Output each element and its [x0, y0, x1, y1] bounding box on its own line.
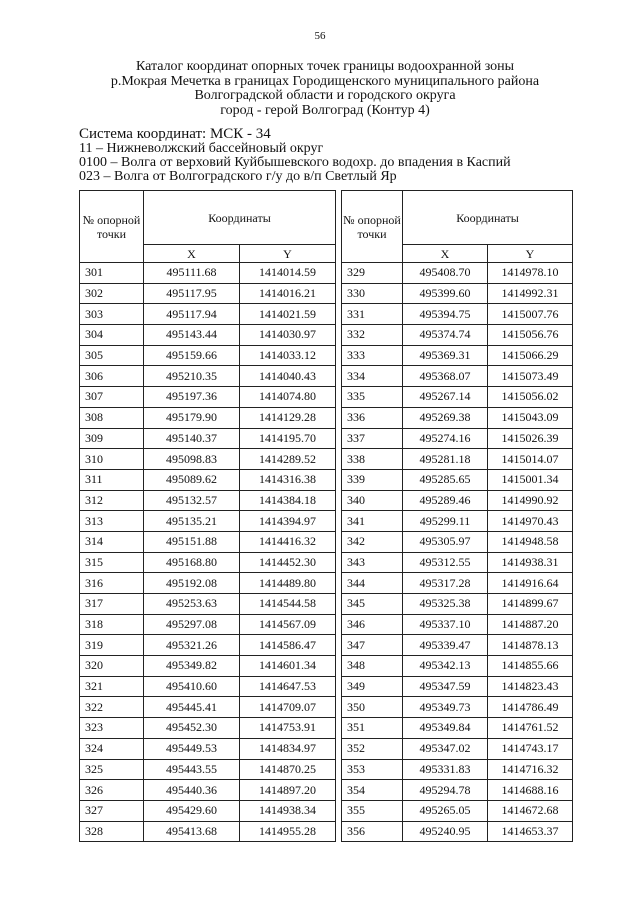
x-coordinate-cell: 495347.02 [403, 738, 488, 759]
x-coordinate-cell: 495192.08 [144, 573, 240, 594]
y-coordinate-cell: 1414786.49 [488, 697, 573, 718]
y-coordinate-cell: 1414938.34 [240, 800, 336, 821]
point-number-cell: 343 [342, 552, 403, 573]
table-row [342, 366, 573, 387]
x-coordinate-cell: 495429.60 [144, 800, 240, 821]
y-coordinate-cell: 1414955.28 [240, 821, 336, 842]
table-row [342, 718, 573, 739]
y-coordinate-cell: 1414753.91 [240, 718, 336, 739]
table-row [80, 490, 336, 511]
x-coordinate-cell: 495140.37 [144, 428, 240, 449]
y-coordinate-cell: 1415066.29 [488, 345, 573, 366]
x-coordinate-cell: 495269.38 [403, 407, 488, 428]
table-row [342, 614, 573, 635]
table-row [342, 449, 573, 470]
y-coordinate-cell: 1414544.58 [240, 594, 336, 615]
table-row [342, 738, 573, 759]
document-title [60, 60, 590, 118]
header-point-number: № опорной точки [80, 191, 144, 263]
y-coordinate-cell: 1415007.76 [488, 304, 573, 325]
x-coordinate-cell: 495399.60 [403, 283, 488, 304]
point-number-cell: 334 [342, 366, 403, 387]
y-coordinate-cell: 1414452.30 [240, 552, 336, 573]
point-number-cell: 355 [342, 800, 403, 821]
x-coordinate-cell: 495111.68 [144, 263, 240, 284]
x-coordinate-cell: 495317.28 [403, 573, 488, 594]
table-row [342, 325, 573, 346]
point-number-cell: 341 [342, 511, 403, 532]
table-row [80, 345, 336, 366]
page-number: 56 [314, 30, 326, 42]
y-coordinate-cell: 1414878.13 [488, 635, 573, 656]
point-number-cell: 346 [342, 614, 403, 635]
table-row [80, 325, 336, 346]
x-coordinate-cell: 495289.46 [403, 490, 488, 511]
header-coordinates: Координаты [403, 191, 573, 245]
basin-line: 11 – Нижневолжский бассейновый округ [79, 141, 324, 156]
coordinate-system-info [79, 127, 599, 184]
point-number-cell: 333 [342, 345, 403, 366]
header-y: Y [488, 245, 573, 263]
y-coordinate-cell: 1414948.58 [488, 531, 573, 552]
x-coordinate-cell: 495132.57 [144, 490, 240, 511]
point-number-cell: 354 [342, 780, 403, 801]
x-coordinate-cell: 495135.21 [144, 511, 240, 532]
y-coordinate-cell: 1414586.47 [240, 635, 336, 656]
x-coordinate-cell: 495267.14 [403, 387, 488, 408]
title-line: город - герой Волгоград (Контур 4) [220, 102, 430, 118]
point-number-cell: 318 [80, 614, 144, 635]
y-coordinate-cell: 1414978.10 [488, 263, 573, 284]
table-row [342, 263, 573, 284]
table-row [80, 718, 336, 739]
x-coordinate-cell: 495394.75 [403, 304, 488, 325]
table-row [342, 283, 573, 304]
point-number-cell: 331 [342, 304, 403, 325]
y-coordinate-cell: 1414672.68 [488, 800, 573, 821]
y-coordinate-cell: 1414992.31 [488, 283, 573, 304]
table-row [80, 407, 336, 428]
subbasin-line: 0100 – Волга от верховий Куйбышевского водохр. до впадения в Каспий [79, 155, 511, 170]
y-coordinate-cell: 1414074.80 [240, 387, 336, 408]
x-coordinate-cell: 495349.73 [403, 697, 488, 718]
x-coordinate-cell: 495210.35 [144, 366, 240, 387]
y-coordinate-cell: 1414716.32 [488, 759, 573, 780]
y-coordinate-cell: 1415043.09 [488, 407, 573, 428]
table-row [342, 780, 573, 801]
y-coordinate-cell: 1415001.34 [488, 469, 573, 490]
table-row [80, 635, 336, 656]
point-number-cell: 317 [80, 594, 144, 615]
point-number-cell: 302 [80, 283, 144, 304]
table-row [80, 573, 336, 594]
table-row [342, 676, 573, 697]
y-coordinate-cell: 1415073.49 [488, 366, 573, 387]
coordinate-system-line: Система координат: МСК - 34 [79, 126, 271, 142]
point-number-cell: 336 [342, 407, 403, 428]
y-coordinate-cell: 1414870.25 [240, 759, 336, 780]
y-coordinate-cell: 1415056.02 [488, 387, 573, 408]
x-coordinate-cell: 495347.59 [403, 676, 488, 697]
x-coordinate-cell: 495443.55 [144, 759, 240, 780]
point-number-cell: 356 [342, 821, 403, 842]
point-number-cell: 352 [342, 738, 403, 759]
x-coordinate-cell: 495449.53 [144, 738, 240, 759]
table-row [342, 697, 573, 718]
point-number-cell: 309 [80, 428, 144, 449]
point-number-cell: 303 [80, 304, 144, 325]
x-coordinate-cell: 495168.80 [144, 552, 240, 573]
table-row [342, 511, 573, 532]
point-number-cell: 353 [342, 759, 403, 780]
point-number-cell: 311 [80, 469, 144, 490]
x-coordinate-cell: 495281.18 [403, 449, 488, 470]
table-row [342, 387, 573, 408]
y-coordinate-cell: 1415056.76 [488, 325, 573, 346]
point-number-cell: 345 [342, 594, 403, 615]
table-row [80, 697, 336, 718]
point-number-cell: 348 [342, 656, 403, 677]
point-number-cell: 335 [342, 387, 403, 408]
y-coordinate-cell: 1414653.37 [488, 821, 573, 842]
table-row [342, 635, 573, 656]
y-coordinate-cell: 1414990.92 [488, 490, 573, 511]
header-x: X [144, 245, 240, 263]
point-number-cell: 344 [342, 573, 403, 594]
point-number-cell: 349 [342, 676, 403, 697]
x-coordinate-cell: 495297.08 [144, 614, 240, 635]
y-coordinate-cell: 1414033.12 [240, 345, 336, 366]
point-number-cell: 307 [80, 387, 144, 408]
x-coordinate-cell: 495151.88 [144, 531, 240, 552]
point-number-cell: 322 [80, 697, 144, 718]
point-number-cell: 339 [342, 469, 403, 490]
point-number-cell: 325 [80, 759, 144, 780]
x-coordinate-cell: 495294.78 [403, 780, 488, 801]
y-coordinate-cell: 1414416.32 [240, 531, 336, 552]
x-coordinate-cell: 495369.31 [403, 345, 488, 366]
y-coordinate-cell: 1414016.21 [240, 283, 336, 304]
point-number-cell: 314 [80, 531, 144, 552]
coordinates-table-left [79, 190, 336, 842]
table-row [80, 531, 336, 552]
table-row [80, 759, 336, 780]
y-coordinate-cell: 1414129.28 [240, 407, 336, 428]
y-coordinate-cell: 1414688.16 [488, 780, 573, 801]
x-coordinate-cell: 495325.38 [403, 594, 488, 615]
x-coordinate-cell: 495285.65 [403, 469, 488, 490]
y-coordinate-cell: 1414855.66 [488, 656, 573, 677]
point-number-cell: 337 [342, 428, 403, 449]
table-row [342, 573, 573, 594]
y-coordinate-cell: 1414743.17 [488, 738, 573, 759]
table-row [80, 821, 336, 842]
point-number-cell: 326 [80, 780, 144, 801]
y-coordinate-cell: 1414030.97 [240, 325, 336, 346]
point-number-cell: 340 [342, 490, 403, 511]
table-row [342, 800, 573, 821]
table-row [80, 263, 336, 284]
table-row [342, 552, 573, 573]
y-coordinate-cell: 1414709.07 [240, 697, 336, 718]
y-coordinate-cell: 1414761.52 [488, 718, 573, 739]
point-number-cell: 305 [80, 345, 144, 366]
table-row [342, 407, 573, 428]
table-row [80, 614, 336, 635]
point-number-cell: 351 [342, 718, 403, 739]
table-row [80, 656, 336, 677]
section-line: 023 – Волга от Волгоградского г/у до в/п Светлый Яр [79, 169, 397, 184]
point-number-cell: 304 [80, 325, 144, 346]
y-coordinate-cell: 1414040.43 [240, 366, 336, 387]
x-coordinate-cell: 495253.63 [144, 594, 240, 615]
y-coordinate-cell: 1414195.70 [240, 428, 336, 449]
table-row [342, 304, 573, 325]
table-row [342, 345, 573, 366]
x-coordinate-cell: 495305.97 [403, 531, 488, 552]
table-row [80, 800, 336, 821]
y-coordinate-cell: 1414887.20 [488, 614, 573, 635]
title-line: Волгоградской области и городского округа [194, 88, 456, 103]
x-coordinate-cell: 495337.10 [403, 614, 488, 635]
point-number-cell: 306 [80, 366, 144, 387]
table-row [342, 821, 573, 842]
table-row [80, 366, 336, 387]
x-coordinate-cell: 495452.30 [144, 718, 240, 739]
x-coordinate-cell: 495413.68 [144, 821, 240, 842]
point-number-cell: 316 [80, 573, 144, 594]
x-coordinate-cell: 495098.83 [144, 449, 240, 470]
title-line: р.Мокрая Мечетка в границах Городищенского муниципального района [110, 73, 540, 89]
x-coordinate-cell: 495117.95 [144, 283, 240, 304]
table-row [342, 594, 573, 615]
table-row [342, 656, 573, 677]
point-number-cell: 320 [80, 656, 144, 677]
point-number-cell: 342 [342, 531, 403, 552]
x-coordinate-cell: 495089.62 [144, 469, 240, 490]
x-coordinate-cell: 495265.05 [403, 800, 488, 821]
x-coordinate-cell: 495240.95 [403, 821, 488, 842]
point-number-cell: 324 [80, 738, 144, 759]
y-coordinate-cell: 1415026.39 [488, 428, 573, 449]
x-coordinate-cell: 495339.47 [403, 635, 488, 656]
coordinates-table-right [341, 190, 573, 842]
point-number-cell: 323 [80, 718, 144, 739]
table-row [80, 428, 336, 449]
x-coordinate-cell: 495349.84 [403, 718, 488, 739]
y-coordinate-cell: 1414601.34 [240, 656, 336, 677]
y-coordinate-cell: 1414938.31 [488, 552, 573, 573]
header-x: X [403, 245, 488, 263]
y-coordinate-cell: 1414289.52 [240, 449, 336, 470]
point-number-cell: 312 [80, 490, 144, 511]
y-coordinate-cell: 1414970.43 [488, 511, 573, 532]
point-number-cell: 350 [342, 697, 403, 718]
x-coordinate-cell: 495274.16 [403, 428, 488, 449]
header-point-number: № опорной точки [342, 191, 403, 263]
y-coordinate-cell: 1414014.59 [240, 263, 336, 284]
table-row [80, 511, 336, 532]
y-coordinate-cell: 1414899.67 [488, 594, 573, 615]
x-coordinate-cell: 495321.26 [144, 635, 240, 656]
x-coordinate-cell: 495117.94 [144, 304, 240, 325]
x-coordinate-cell: 495374.74 [403, 325, 488, 346]
table-row [80, 449, 336, 470]
y-coordinate-cell: 1414647.53 [240, 676, 336, 697]
table-row [342, 531, 573, 552]
x-coordinate-cell: 495410.60 [144, 676, 240, 697]
x-coordinate-cell: 495445.41 [144, 697, 240, 718]
x-coordinate-cell: 495331.83 [403, 759, 488, 780]
y-coordinate-cell: 1414384.18 [240, 490, 336, 511]
point-number-cell: 347 [342, 635, 403, 656]
x-coordinate-cell: 495342.13 [403, 656, 488, 677]
x-coordinate-cell: 495408.70 [403, 263, 488, 284]
x-coordinate-cell: 495368.07 [403, 366, 488, 387]
x-coordinate-cell: 495312.55 [403, 552, 488, 573]
y-coordinate-cell: 1414394.97 [240, 511, 336, 532]
point-number-cell: 319 [80, 635, 144, 656]
table-row [80, 552, 336, 573]
point-number-cell: 313 [80, 511, 144, 532]
point-number-cell: 332 [342, 325, 403, 346]
table-row [342, 469, 573, 490]
point-number-cell: 338 [342, 449, 403, 470]
table-row [80, 304, 336, 325]
point-number-cell: 327 [80, 800, 144, 821]
point-number-cell: 329 [342, 263, 403, 284]
x-coordinate-cell: 495197.36 [144, 387, 240, 408]
x-coordinate-cell: 495349.82 [144, 656, 240, 677]
table-row [80, 387, 336, 408]
y-coordinate-cell: 1414823.43 [488, 676, 573, 697]
x-coordinate-cell: 495159.66 [144, 345, 240, 366]
table-row [80, 283, 336, 304]
table-row [80, 469, 336, 490]
table-row [342, 428, 573, 449]
x-coordinate-cell: 495440.36 [144, 780, 240, 801]
point-number-cell: 321 [80, 676, 144, 697]
x-coordinate-cell: 495179.90 [144, 407, 240, 428]
header-coordinates: Координаты [144, 191, 336, 245]
title-line: Каталог координат опорных точек границы водоохранной зоны [135, 59, 515, 74]
point-number-cell: 315 [80, 552, 144, 573]
y-coordinate-cell: 1414567.09 [240, 614, 336, 635]
point-number-cell: 308 [80, 407, 144, 428]
table-body-right [342, 263, 573, 842]
table-row [80, 780, 336, 801]
point-number-cell: 328 [80, 821, 144, 842]
y-coordinate-cell: 1414316.38 [240, 469, 336, 490]
y-coordinate-cell: 1414489.80 [240, 573, 336, 594]
table-row [80, 738, 336, 759]
table-row [342, 490, 573, 511]
table-row [80, 676, 336, 697]
y-coordinate-cell: 1414021.59 [240, 304, 336, 325]
point-number-cell: 301 [80, 263, 144, 284]
y-coordinate-cell: 1415014.07 [488, 449, 573, 470]
point-number-cell: 330 [342, 283, 403, 304]
y-coordinate-cell: 1414834.97 [240, 738, 336, 759]
y-coordinate-cell: 1414916.64 [488, 573, 573, 594]
x-coordinate-cell: 495143.44 [144, 325, 240, 346]
table-body-left [80, 263, 336, 842]
point-number-cell: 310 [80, 449, 144, 470]
table-row [80, 594, 336, 615]
table-row [342, 759, 573, 780]
y-coordinate-cell: 1414897.20 [240, 780, 336, 801]
header-y: Y [240, 245, 336, 263]
x-coordinate-cell: 495299.11 [403, 511, 488, 532]
